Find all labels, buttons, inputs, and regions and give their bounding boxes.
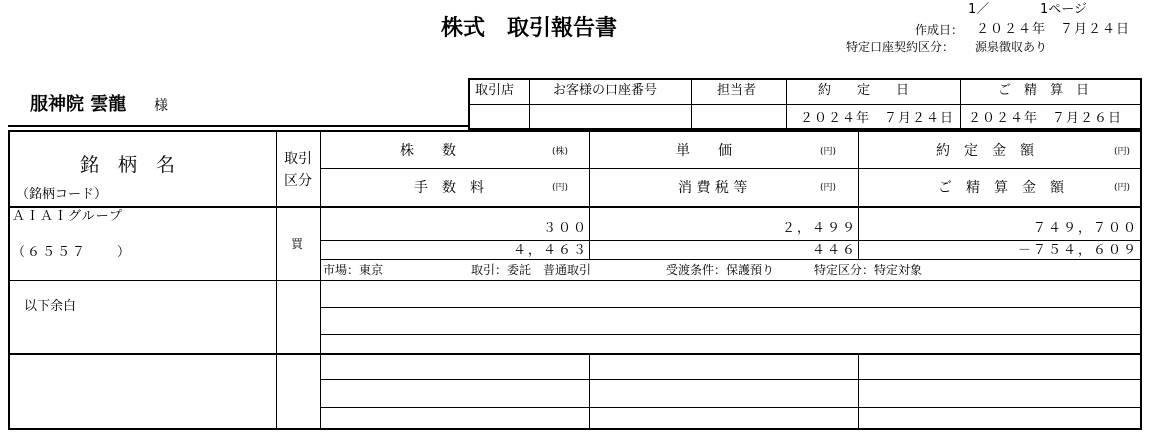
unit-price-unit: (円) xyxy=(820,147,837,157)
page-current: 1／ xyxy=(968,2,990,17)
unit-price-value: ２，４９９ xyxy=(781,221,857,236)
kind-header-1: 取引 xyxy=(284,151,312,167)
settlement-amount-header: ご 精 算 金 額 xyxy=(938,180,1064,196)
fee-unit: (円) xyxy=(552,183,569,193)
blank1-line-a xyxy=(320,307,1142,308)
shares-value: ３００ xyxy=(542,221,588,236)
settlement-amount-value: －７５４，６０９ xyxy=(1017,243,1138,258)
col-divider-shares-bottom xyxy=(589,353,590,430)
account-type-value: 源泉徴収あり xyxy=(975,40,1048,54)
info-divider-4 xyxy=(960,78,961,130)
fee-value: ４，４６３ xyxy=(512,243,588,258)
customer-name: 服神院 雲龍 xyxy=(30,94,127,115)
col-divider-price-bottom xyxy=(858,353,859,430)
contract-amount-header: 約 定 金 額 xyxy=(936,143,1034,159)
branch-header: 取引店 xyxy=(475,83,515,98)
shares-header: 株 数 xyxy=(400,143,456,159)
contract-amount-unit: (円) xyxy=(1114,147,1131,157)
info-divider-3 xyxy=(786,78,787,130)
created-date: ２０２４年 ７月２４日 xyxy=(976,22,1131,37)
trade-mid-line xyxy=(320,240,1142,241)
page-total: 1ページ xyxy=(1040,2,1088,17)
blank2-line-a xyxy=(320,379,1142,380)
trade-kind: 買 xyxy=(291,237,304,251)
shares-unit: (株) xyxy=(552,147,569,157)
code-header: （銘柄コード） xyxy=(16,187,108,202)
blank1-line-b xyxy=(320,334,1142,335)
remainder-text: 以下余白 xyxy=(24,299,77,314)
page-title: 株式 取引報告書 xyxy=(441,16,618,41)
trade-detail-line xyxy=(320,259,1142,260)
customer-honorific: 様 xyxy=(154,98,168,114)
trade-bottom-line xyxy=(8,280,1142,281)
settlement-date-header: ご 精 算 日 xyxy=(998,83,1090,98)
tax-value: ４４６ xyxy=(811,243,857,258)
settlement-amount-unit: (円) xyxy=(1114,183,1131,193)
tax-header: 消 費 税 等 xyxy=(678,180,748,196)
fee-header: 手 数 料 xyxy=(414,180,484,196)
tax-unit: (円) xyxy=(820,183,837,193)
delivery-text: 受渡条件：保護預り xyxy=(666,263,775,277)
unit-price-header: 単 価 xyxy=(676,143,732,159)
contract-amount-value: ７４９，７００ xyxy=(1032,221,1138,236)
info-divider-2 xyxy=(691,78,692,130)
customer-underline xyxy=(8,125,468,127)
blank1-bottom-line xyxy=(8,353,1142,355)
contract-date-header: 約 定 日 xyxy=(818,83,910,98)
header-mid-line xyxy=(320,168,1142,169)
stock-name: ＡＩＡＩグループ xyxy=(12,209,123,224)
stock-code: （６５５７ ） xyxy=(12,245,133,260)
market-text: 市場：東京 xyxy=(323,263,384,277)
header-bottom-line xyxy=(8,206,1142,208)
trade-type-text: 取引：委託 普通取引 xyxy=(471,263,592,277)
kind-header-2: 区分 xyxy=(284,173,312,189)
account-number-header: お客様の口座番号 xyxy=(553,83,658,98)
special-text: 特定区分：特定対象 xyxy=(814,263,923,277)
blank2-line-b xyxy=(320,407,1142,408)
name-header: 銘 柄 名 xyxy=(80,154,176,176)
settlement-date-value: ２０２４年 ７月２６日 xyxy=(968,111,1123,126)
info-divider-1 xyxy=(529,78,530,130)
account-type-label: 特定口座契約区分： xyxy=(846,40,955,54)
info-box-divider xyxy=(468,104,1142,105)
contract-date-value: ２０２４年 ７月２４日 xyxy=(800,111,955,126)
staff-header: 担当者 xyxy=(717,83,757,98)
created-label: 作成日： xyxy=(915,23,964,37)
